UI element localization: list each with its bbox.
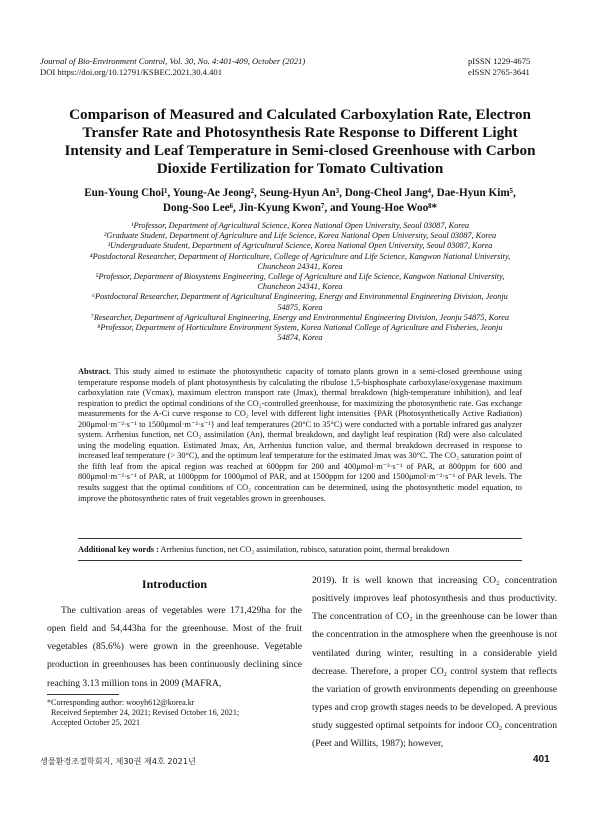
running-header-left — [40, 56, 305, 78]
author-line: Dong-Soo Lee⁶, Jin-Kyung Kwon⁷, and Young-Hoe Woo⁸* — [162, 202, 438, 214]
title-line: Transfer Rate and Photosynthesis Rate Response to Different Light — [82, 124, 518, 141]
corresponding-author[interactable]: *Corresponding author: wooyh612@korea.kr — [47, 698, 195, 707]
author-line: Eun-Young Choi¹, Young-Ae Jeong², Seung-Hyun An³, Dong-Cheol Jang⁴, Dae-Hyun Kim⁵, — [84, 187, 516, 199]
abstract-divider — [78, 538, 522, 539]
title-line: Intensity and Leaf Temperature in Semi-closed Greenhouse with Carbon — [64, 142, 536, 159]
footnote-divider — [47, 694, 119, 695]
keywords — [78, 544, 522, 555]
affiliation-line: ¹Professor, Department of Agricultural Science, Korea National Open University, Seoul 03087, Korea — [130, 221, 470, 230]
pissn-line: pISSN 1229-4675 — [468, 56, 531, 66]
title-line: Comparison of Measured and Calculated Carboxylation Rate, Electron — [69, 106, 531, 123]
affiliation-line: ⁸Professor, Department of Horticulture Environment System, Korea National College of Agriculture and Fisheries, Jeonju — [97, 323, 503, 333]
affiliation-line: Chuncheon 24341, Korea — [257, 282, 343, 292]
intro-paragraph-left: The cultivation areas of vegetables were 171,429ha for the open field and 54,443ha for the greenhouse. Most of the fruit vegetables (85.6%) were grown in the greenhouse. Vegetable production in greenhouses has been continuously declining since reaching 3.13 million tons in 2009 (MAFRA, — [47, 605, 302, 689]
intro-paragraph-right: 2019). It is well known that increasing CO₂ concentration positively improves leaf photosynthesis and thus productivity. The concentration of CO₂ in the greenhouse can be lower than the concentration in the atmosphere when the greenhouse is not ventilated during winter, resulting in a considerable yield decrease. Therefore, a proper CO₂ control system that reflects the variation of growth environments depending on greenhouse types and crop growth stages needs to be developed. A previous study suggested optimal setpoints for indoor CO₂ concentration (Peet and Willits, 1987); however, — [312, 575, 557, 750]
body-column-left — [47, 572, 302, 693]
keywords-label: Additional key words : — [78, 545, 159, 554]
keywords-divider — [78, 560, 522, 561]
section-heading: Introduction — [141, 577, 208, 591]
author-list — [40, 186, 560, 216]
doi-line[interactable]: DOI https://doi.org/10.12791/KSBEC.2021.30.4.401 — [40, 67, 222, 77]
affiliation-line: ²Graduate Student, Department of Agriculture and Life Science, Korea National Open University, Seoul 03087, Korea — [103, 231, 497, 241]
page-number: 401 — [533, 754, 550, 765]
affiliation-line: ⁷Researcher, Department of Agricultural Engineering, Energy and Environmental Engineering Division, Jeonju 54875, Korea — [90, 312, 510, 322]
footer-journal: 생물환경조절학회지, 제30권 제4호 2021년 — [40, 756, 196, 766]
affiliation-line: ³Undergraduate Student, Department of Agricultural Science, Korea National Open University, Seoul 03087, Korea — [107, 241, 493, 251]
affiliation-line: ⁴Postdoctoral Researcher, Department of Horticulture, College of Agriculture and Life Science, Kangwon National University, — [89, 251, 511, 261]
running-header-right — [468, 56, 530, 78]
affiliation-line: 54875, Korea — [277, 302, 323, 312]
body-column-right — [312, 572, 557, 754]
footnotes — [47, 698, 302, 728]
abstract-text: This study aimed to estimate the photosynthetic capacity of tomato plants grown in a semi-closed greenhouse using temperature response models of plant photosynthesis by calculating the ribulose 1,5-bisphosphate carboxylase/oxygenase maximum carboxylation rate (Vcmax), maximum electron transport rate (Jmax), thermal breakdown (high-temperature inhibition), and leaf respiration to predict the optimal conditions of the CO₂-controlled greenhouse, for maximizing the photosynthetic rate. Gas exchange measurements for the A-Ci curve response to CO₂ level with different light intensities {PAR (Photosynthetically Active Radiation) 200μmol·m⁻²·s⁻¹ to 1500μmol·m⁻²·s⁻¹} and leaf temperatures (20°C to 35°C) were conducted with a portable infrared gas analyzer system. Arrhenius function, net CO₂ assimilation (An), thermal breakdown, and daylight leaf respiration (Rd) were also calculated using the modeling equation. Estimated Jmax, An, Arrhenius function value, and thermal breakdown decreased in response to increased leaf temperature (> 30°C), and the optimum leaf temperature for the estimated Jmax was 30°C. The CO₂ saturation point of the fifth leaf from the apical region was reached at 600ppm for 200 and 400μmol·m⁻²·s⁻¹ of PAR, at 800ppm for 600 and 800μmol·m⁻²·s⁻¹ of PAR, at 1000ppm for 1000μmol of PAR, and at 1500ppm for 1200 and 1500μmol·m⁻²·s⁻¹ of PAR levels. The results suggest that the optimal conditions of CO₂ concentration can be determined, using the photosynthetic model equation, to improve the photosynthetic rates of fruit vegetables grown in greenhouses. — [78, 367, 522, 503]
affiliation-line: Chuncheon 24341, Korea — [257, 261, 343, 271]
affiliation-line: 54874, Korea — [277, 333, 323, 343]
eissn-line: eISSN 2765-3641 — [468, 67, 530, 77]
received-dates: Received September 24, 2021; Revised October 16, 2021; — [51, 708, 240, 717]
abstract — [78, 367, 522, 504]
accepted-date: Accepted October 25, 2021 — [51, 718, 140, 727]
affiliation-list — [40, 221, 560, 343]
keywords-text: Arrhenius function, net CO₂ assimilation, rubisco, saturation point, thermal breakdown — [158, 545, 450, 554]
journal-citation: Journal of Bio-Environment Control, Vol. 30, No. 4:401-409, October (2021) — [40, 56, 306, 66]
abstract-label: Abstract. — [78, 367, 111, 376]
affiliation-line: ⁶Postdoctoral Researcher, Department of Agricultural Engineering, Energy and Environmental Engineering Division, Jeonju — [92, 292, 508, 302]
affiliation-line: ⁵Professor, Department of Biosystems Engineering, College of Agriculture and Life Science, Kangwon National University, — [95, 272, 505, 282]
title-line: Dioxide Fertilization for Tomato Cultivation — [156, 160, 444, 177]
paper-title — [40, 106, 560, 178]
